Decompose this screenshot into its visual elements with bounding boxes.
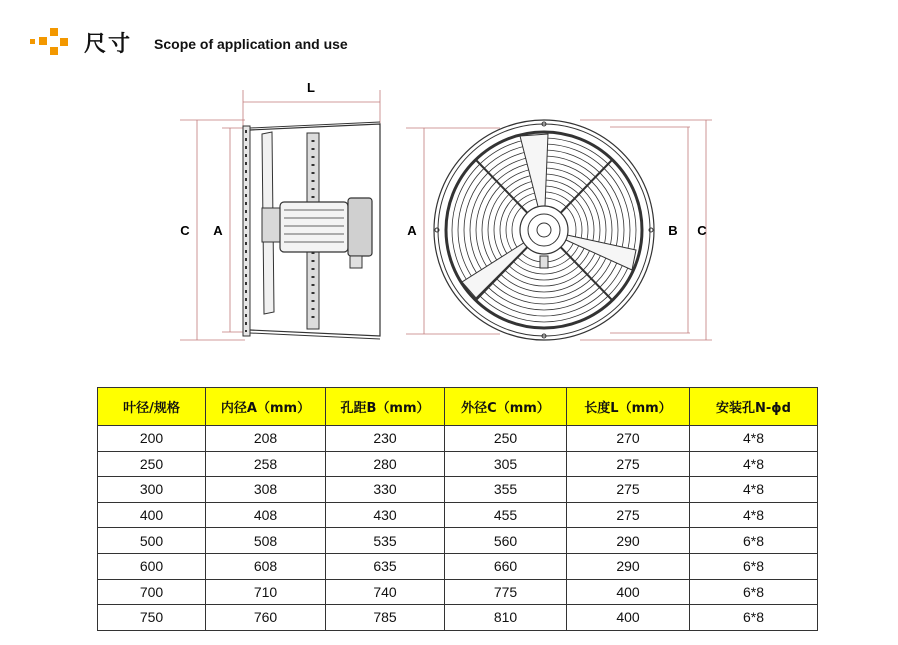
table-cell: 608 xyxy=(206,553,326,579)
table-cell: 775 xyxy=(445,579,567,605)
table-cell: 280 xyxy=(326,451,445,477)
col-header-inner-diameter: 内径A（mm） xyxy=(206,388,326,426)
table-cell: 305 xyxy=(445,451,567,477)
front-label-B: B xyxy=(668,223,678,238)
table-cell: 230 xyxy=(326,426,445,452)
table-cell: 290 xyxy=(567,553,690,579)
fan-dimension-drawing xyxy=(0,70,898,360)
dots-logo-icon xyxy=(30,27,70,57)
table-row xyxy=(98,502,818,528)
front-view-drawing xyxy=(406,120,712,340)
table-row xyxy=(98,528,818,554)
col-header-outer-diameter: 外径C（mm） xyxy=(445,388,567,426)
table-cell: 400 xyxy=(98,502,206,528)
col-header-blade-diameter: 叶径/规格 xyxy=(98,388,206,426)
table-cell: 660 xyxy=(445,553,567,579)
table-cell: 208 xyxy=(206,426,326,452)
table-cell: 600 xyxy=(98,553,206,579)
section-subtitle: Scope of application and use xyxy=(154,36,348,52)
table-cell: 250 xyxy=(445,426,567,452)
table-cell: 270 xyxy=(567,426,690,452)
col-header-length: 长度L（mm） xyxy=(567,388,690,426)
table-cell: 560 xyxy=(445,528,567,554)
table-cell: 810 xyxy=(445,605,567,631)
front-label-A: A xyxy=(407,223,417,238)
table-cell: 508 xyxy=(206,528,326,554)
table-cell: 700 xyxy=(98,579,206,605)
table-cell: 6*8 xyxy=(690,605,818,631)
side-label-L: L xyxy=(307,80,315,95)
table-header-row xyxy=(98,388,818,426)
table-row xyxy=(98,553,818,579)
table-row xyxy=(98,579,818,605)
table-cell: 4*8 xyxy=(690,451,818,477)
col-header-hole-pitch: 孔距B（mm） xyxy=(326,388,445,426)
table-cell: 535 xyxy=(326,528,445,554)
table-cell: 6*8 xyxy=(690,553,818,579)
table-cell: 355 xyxy=(445,477,567,503)
table-cell: 6*8 xyxy=(690,579,818,605)
table-cell: 500 xyxy=(98,528,206,554)
table-cell: 258 xyxy=(206,451,326,477)
table-cell: 308 xyxy=(206,477,326,503)
table-cell: 4*8 xyxy=(690,426,818,452)
table-cell: 6*8 xyxy=(690,528,818,554)
table-cell: 785 xyxy=(326,605,445,631)
table-cell: 400 xyxy=(567,605,690,631)
table-cell: 330 xyxy=(326,477,445,503)
table-cell: 290 xyxy=(567,528,690,554)
table-cell: 455 xyxy=(445,502,567,528)
table-row xyxy=(98,451,818,477)
table-cell: 275 xyxy=(567,502,690,528)
table-body xyxy=(98,426,818,631)
table-row xyxy=(98,426,818,452)
side-view-drawing xyxy=(180,90,380,340)
table-cell: 430 xyxy=(326,502,445,528)
table-cell: 740 xyxy=(326,579,445,605)
table-row xyxy=(98,605,818,631)
table-cell: 635 xyxy=(326,553,445,579)
table-cell: 275 xyxy=(567,477,690,503)
table-cell: 275 xyxy=(567,451,690,477)
page-header xyxy=(30,24,348,60)
table-cell: 4*8 xyxy=(690,502,818,528)
table-cell: 408 xyxy=(206,502,326,528)
table-row xyxy=(98,477,818,503)
table-cell: 200 xyxy=(98,426,206,452)
table-cell: 4*8 xyxy=(690,477,818,503)
side-label-A: A xyxy=(213,223,223,238)
table-cell: 400 xyxy=(567,579,690,605)
table-cell: 300 xyxy=(98,477,206,503)
table-cell: 750 xyxy=(98,605,206,631)
side-label-C: C xyxy=(180,223,190,238)
section-title: 尺寸 xyxy=(84,31,133,57)
table-cell: 250 xyxy=(98,451,206,477)
front-label-C: C xyxy=(697,223,707,238)
dimension-table xyxy=(97,387,818,631)
table-cell: 710 xyxy=(206,579,326,605)
col-header-mounting-holes: 安装孔N-ϕd xyxy=(690,388,818,426)
table-cell: 760 xyxy=(206,605,326,631)
